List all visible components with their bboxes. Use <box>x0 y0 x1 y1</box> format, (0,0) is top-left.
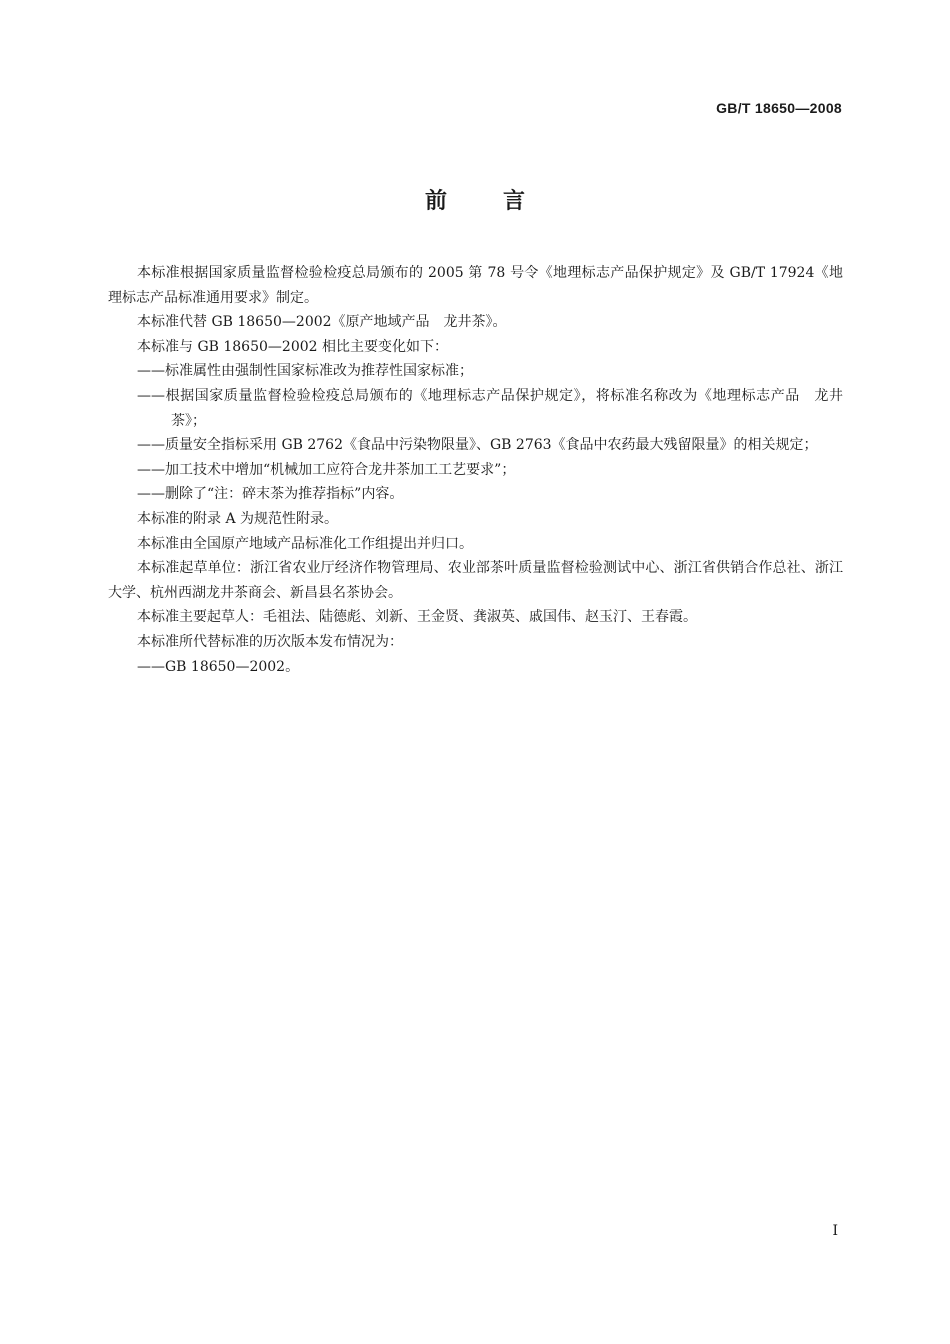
page-number: I <box>832 1223 838 1239</box>
change-item: ——质量安全指标采用 GB 2762《食品中污染物限量》、GB 2763《食品中农药最大残留限量》的相关规定； <box>137 437 818 454</box>
standard-number: GB/T 18650—2008 <box>716 100 842 116</box>
paragraph-history-intro: 本标准所代替标准的历次版本发布情况为： <box>137 633 403 650</box>
change-item: ——标准属性由强制性国家标准改为推荐性国家标准； <box>137 363 473 380</box>
paragraph-replaces: 本标准代替 GB 18650—2002《原产地域产品 龙井茶》。 <box>137 314 507 331</box>
change-item: ——加工技术中增加“机械加工应符合龙井茶加工工艺要求”； <box>137 461 516 478</box>
change-item: ——根据国家质量监督检验检疫总局颁布的《地理标志产品保护规定》，将标准名称改为《地理标志产品 龙井茶》； <box>137 387 843 429</box>
paragraph-changes-intro: 本标准与 GB 18650—2002 相比主要变化如下： <box>137 338 448 355</box>
paragraph-proposer: 本标准由全国原产地域产品标准化工作组提出并归口。 <box>137 535 473 552</box>
foreword-body <box>108 261 843 679</box>
page-title: 前言 <box>424 189 581 214</box>
change-item: ——删除了“注：碎末茶为推荐指标”内容。 <box>137 486 404 503</box>
history-item: ——GB 18650—2002。 <box>137 658 300 675</box>
paragraph-drafting-units: 本标准起草单位：浙江省农业厅经济作物管理局、农业部茶叶质量监督检验测试中心、浙江省供销合作总社、浙江大学、杭州西湖龙井茶商会、新昌县名茶协会。 <box>108 560 843 601</box>
paragraph-appendix: 本标准的附录 A 为规范性附录。 <box>137 510 339 527</box>
paragraph-drafters: 本标准主要起草人：毛祖法、陆德彪、刘新、王金贤、龚淑英、戚国伟、赵玉汀、王春霞。 <box>137 609 697 626</box>
paragraph-basis: 本标准根据国家质量监督检验检疫总局颁布的 2005 第 78 号令《地理标志产品保护规定》及 GB/T 17924《地理标志产品标准通用要求》制定。 <box>108 265 843 306</box>
